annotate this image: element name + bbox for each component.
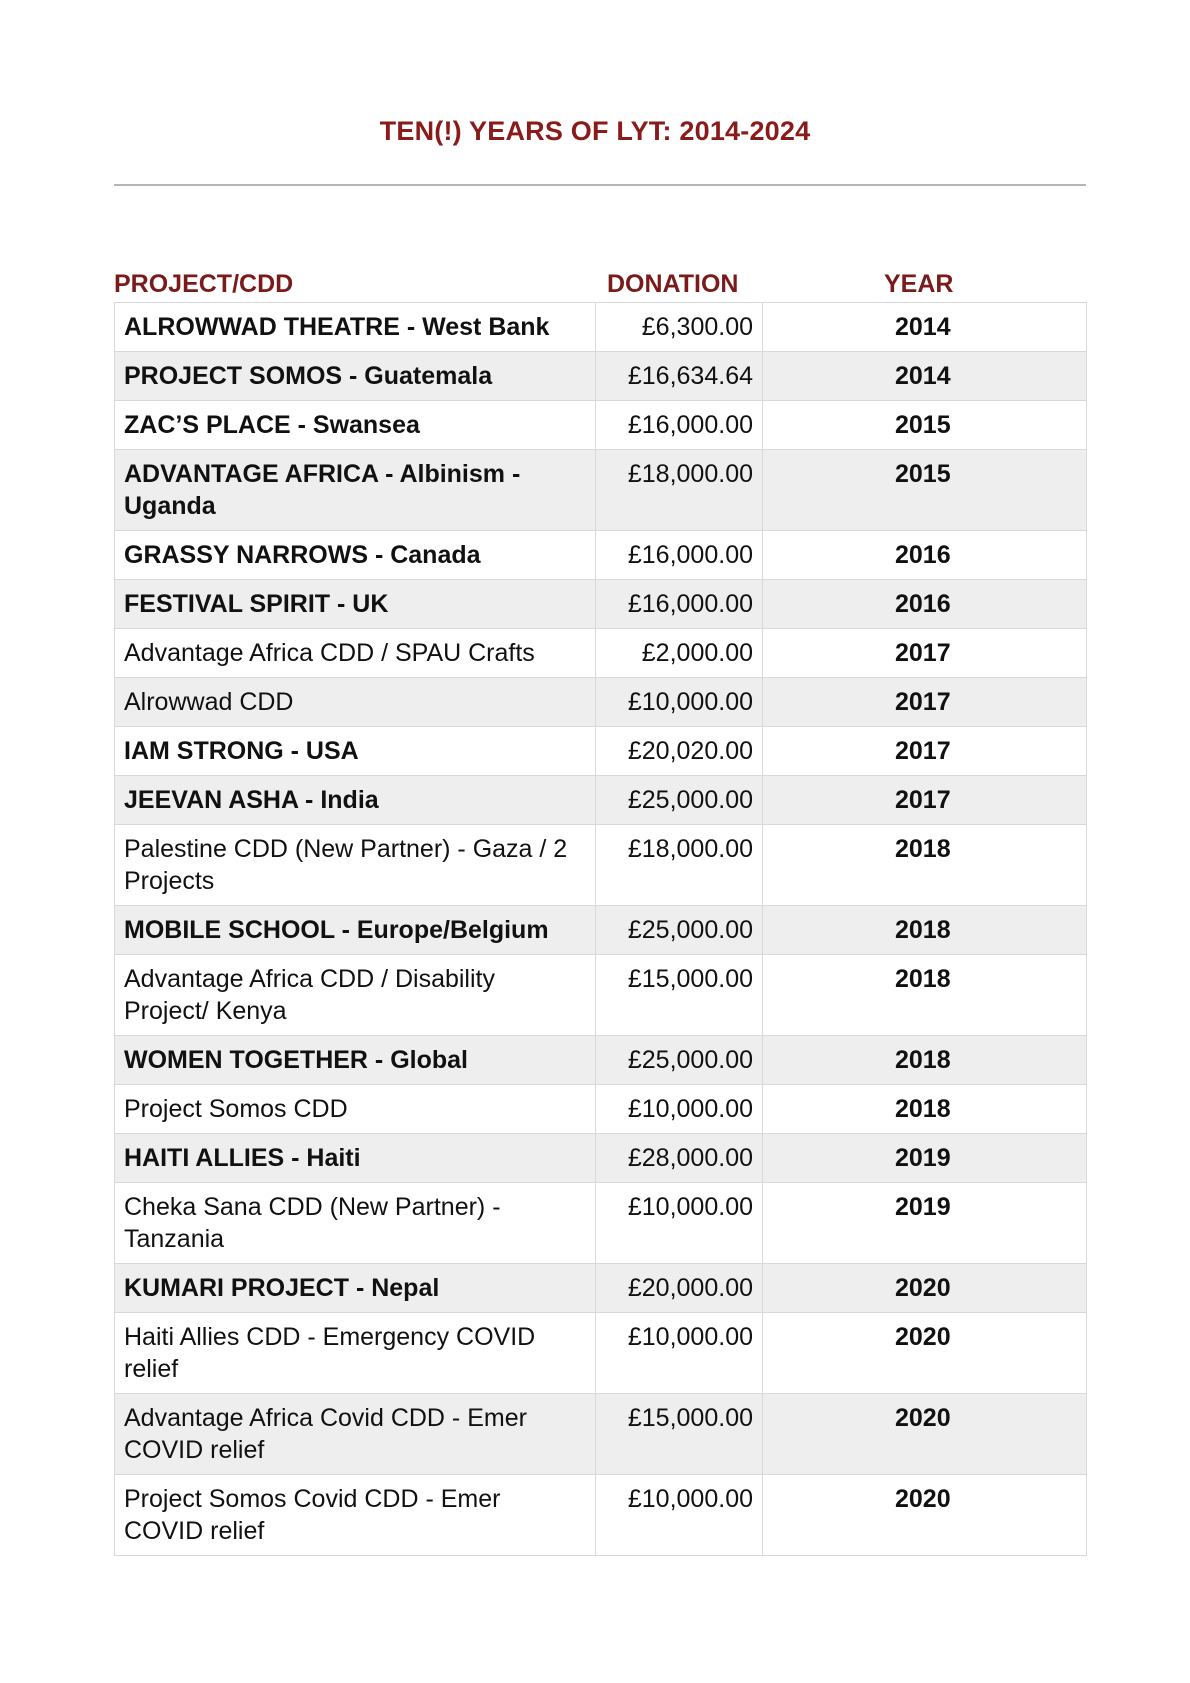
project-cell: MOBILE SCHOOL - Europe/Belgium xyxy=(115,906,596,955)
year-cell: 2020 xyxy=(763,1475,1087,1556)
title-divider xyxy=(114,184,1086,186)
project-cell: Advantage Africa CDD / SPAU Crafts xyxy=(115,629,596,678)
project-cell: Advantage Africa CDD / Disability Project/ Kenya xyxy=(115,955,596,1036)
donation-cell: £10,000.00 xyxy=(596,1313,763,1394)
project-cell: Project Somos Covid CDD - Emer COVID relief xyxy=(115,1475,596,1556)
table-row xyxy=(115,776,1087,825)
donation-cell: £18,000.00 xyxy=(596,825,763,906)
project-cell: PROJECT SOMOS - Guatemala xyxy=(115,352,596,401)
donation-cell: £10,000.00 xyxy=(596,678,763,727)
project-cell: ALROWWAD THEATRE - West Bank xyxy=(115,303,596,352)
table-row xyxy=(115,825,1087,906)
table-row xyxy=(115,580,1087,629)
table-row xyxy=(115,1036,1087,1085)
donation-cell: £10,000.00 xyxy=(596,1475,763,1556)
donation-cell: £20,000.00 xyxy=(596,1264,763,1313)
project-cell: GRASSY NARROWS - Canada xyxy=(115,531,596,580)
project-cell: WOMEN TOGETHER - Global xyxy=(115,1036,596,1085)
table-row xyxy=(115,450,1087,531)
project-cell: FESTIVAL SPIRIT - UK xyxy=(115,580,596,629)
table-row xyxy=(115,727,1087,776)
year-cell: 2014 xyxy=(763,352,1087,401)
donation-cell: £16,000.00 xyxy=(596,531,763,580)
donation-cell: £18,000.00 xyxy=(596,450,763,531)
year-cell: 2015 xyxy=(763,401,1087,450)
table-row xyxy=(115,1313,1087,1394)
year-cell: 2020 xyxy=(763,1394,1087,1475)
year-cell: 2019 xyxy=(763,1183,1087,1264)
donation-cell: £25,000.00 xyxy=(596,776,763,825)
project-cell: ADVANTAGE AFRICA - Albinism - Uganda xyxy=(115,450,596,531)
year-cell: 2017 xyxy=(763,776,1087,825)
table-row xyxy=(115,1264,1087,1313)
header-year: YEAR xyxy=(884,270,954,298)
project-cell: Alrowwad CDD xyxy=(115,678,596,727)
table-row xyxy=(115,1475,1087,1556)
table-row xyxy=(115,1085,1087,1134)
year-cell: 2017 xyxy=(763,678,1087,727)
year-cell: 2019 xyxy=(763,1134,1087,1183)
project-cell: Advantage Africa Covid CDD - Emer COVID relief xyxy=(115,1394,596,1475)
table-row xyxy=(115,1394,1087,1475)
year-cell: 2015 xyxy=(763,450,1087,531)
project-cell: Haiti Allies CDD - Emergency COVID relief xyxy=(115,1313,596,1394)
donation-cell: £25,000.00 xyxy=(596,1036,763,1085)
year-cell: 2017 xyxy=(763,629,1087,678)
project-cell: Palestine CDD (New Partner) - Gaza / 2 Projects xyxy=(115,825,596,906)
project-cell: HAITI ALLIES - Haiti xyxy=(115,1134,596,1183)
header-donation: DONATION xyxy=(607,270,739,298)
table-row xyxy=(115,303,1087,352)
header-project: PROJECT/CDD xyxy=(114,270,294,298)
year-cell: 2020 xyxy=(763,1264,1087,1313)
year-cell: 2018 xyxy=(763,825,1087,906)
table-row xyxy=(115,955,1087,1036)
donation-cell: £25,000.00 xyxy=(596,906,763,955)
table-row xyxy=(115,1183,1087,1264)
table-headers xyxy=(114,270,1086,302)
donation-cell: £16,634.64 xyxy=(596,352,763,401)
donation-cell: £2,000.00 xyxy=(596,629,763,678)
year-cell: 2014 xyxy=(763,303,1087,352)
year-cell: 2018 xyxy=(763,906,1087,955)
year-cell: 2018 xyxy=(763,1085,1087,1134)
year-cell: 2018 xyxy=(763,1036,1087,1085)
table-row xyxy=(115,629,1087,678)
project-cell: KUMARI PROJECT - Nepal xyxy=(115,1264,596,1313)
donation-cell: £28,000.00 xyxy=(596,1134,763,1183)
donation-cell: £16,000.00 xyxy=(596,401,763,450)
project-cell: IAM STRONG - USA xyxy=(115,727,596,776)
page-title: TEN(!) YEARS OF LYT: 2014-2024 xyxy=(379,116,811,146)
table-row xyxy=(115,1134,1087,1183)
donation-cell: £15,000.00 xyxy=(596,955,763,1036)
year-cell: 2016 xyxy=(763,531,1087,580)
donations-table xyxy=(114,302,1087,1556)
donation-cell: £6,300.00 xyxy=(596,303,763,352)
year-cell: 2020 xyxy=(763,1313,1087,1394)
table-row xyxy=(115,401,1087,450)
table-row xyxy=(115,906,1087,955)
donation-cell: £15,000.00 xyxy=(596,1394,763,1475)
donation-cell: £10,000.00 xyxy=(596,1183,763,1264)
donation-cell: £10,000.00 xyxy=(596,1085,763,1134)
project-cell: Project Somos CDD xyxy=(115,1085,596,1134)
table-row xyxy=(115,531,1087,580)
year-cell: 2018 xyxy=(763,955,1087,1036)
donation-cell: £20,020.00 xyxy=(596,727,763,776)
year-cell: 2017 xyxy=(763,727,1087,776)
project-cell: JEEVAN ASHA - India xyxy=(115,776,596,825)
project-cell: ZAC’S PLACE - Swansea xyxy=(115,401,596,450)
project-cell: Cheka Sana CDD (New Partner) - Tanzania xyxy=(115,1183,596,1264)
table-row xyxy=(115,678,1087,727)
table-row xyxy=(115,352,1087,401)
donation-cell: £16,000.00 xyxy=(596,580,763,629)
year-cell: 2016 xyxy=(763,580,1087,629)
